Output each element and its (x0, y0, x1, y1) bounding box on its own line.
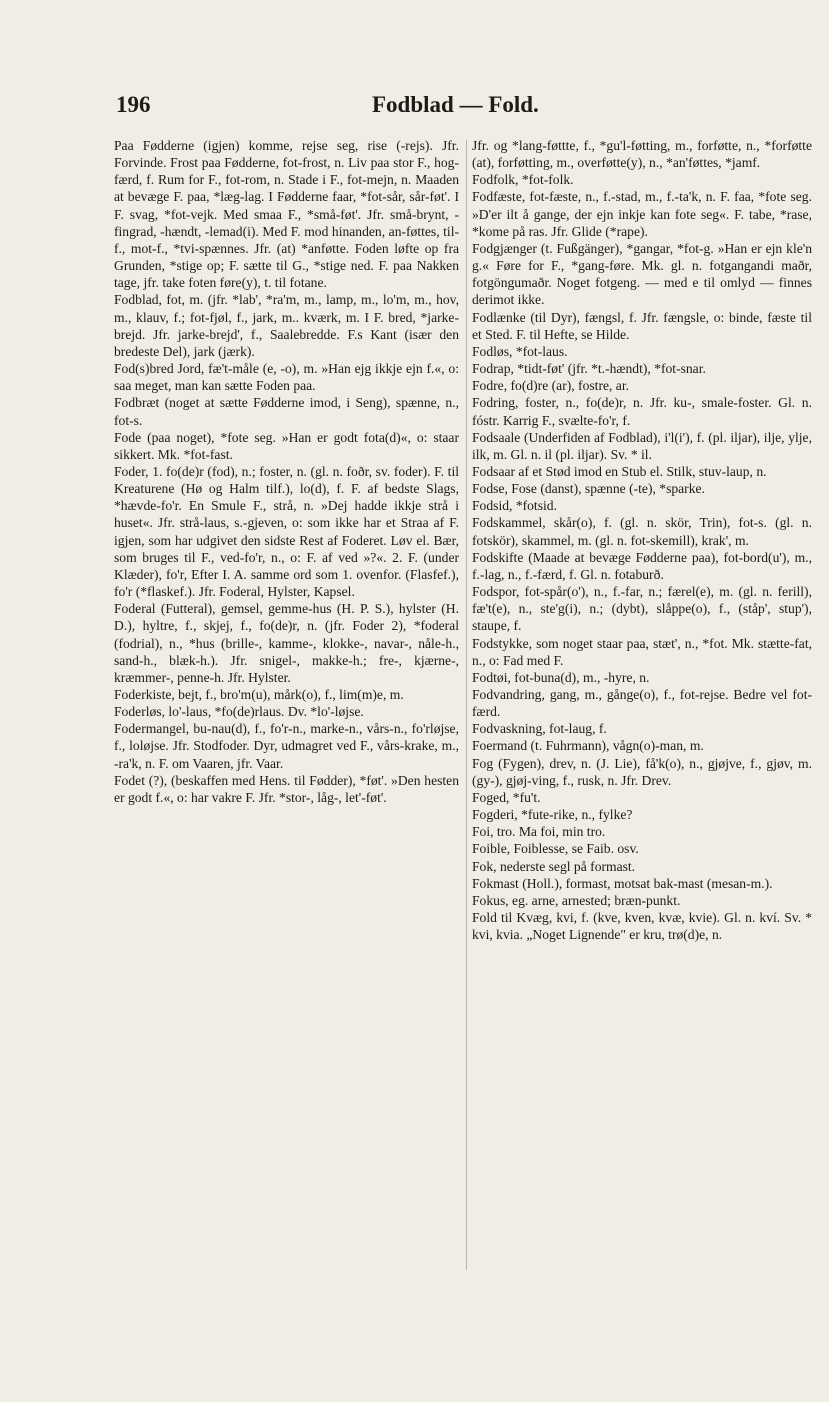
entry-foged: Foged, *fu't. (472, 789, 541, 805)
entry-fogderi: Fogderi, *fute-rike, n., fylke? (472, 807, 633, 823)
entry-paa-fodderne: Paa Fødderne (igjen) komme, rejse seg, rise (-rejs). Jfr. Forvinde. Frost paa Fødderne, fot-frost, n. Liv paa stor F., hog-færd, f. Rum for F., fot-rom, n. Stade i F., fot-mejn, n. Maaden at bevæge F. paa, *læg-lag. I Fødderne faar, *fot-sår, sår-føt'. I F. svag, *fot-vejk. Med smaa F., *små-føt'. Jfr. små-brynt, -fingrad, -hændt, -lemad(i). Med F. mod hinanden, an-føttes, til-f., mot-f., *tvi-spænnes. Jfr. (at) *anføtte. Foden løfte op fra Grunden, *stige op; F. sætte til G., *stige ned. F. paa Nakken tage, jfr. take foten føre(y), t. til fotane. (114, 138, 459, 291)
entry-fodfaeste: Fodfæste, fot-fæste, n., f.-stad, m., f.-ta'k, n. F. faa, *fote seg. »D'er ilt å gange, der ejn inkje kan fote seg«. F. tabe, *rase, *kome på ras. Jfr. Glide (*rape). (472, 189, 812, 239)
entry-fodermangel: Fodermangel, bu-nau(d), f., fo'r-n., marke-n., vårs-n., fo'rløjse, f., loløjse. Jfr. Stodfoder. Dyr, udmagret ved F., vårs-krake, m., -ra'k, n. F. om Vaaren, jfr. Vaar. (114, 721, 459, 771)
running-head: Fodblad — Fold. (372, 92, 539, 117)
entry-foder: Foder, 1. fo(de)r (fod), n.; foster, n. (gl. n. foðr, sv. foder). F. til Kreaturene (Hø og Halm tilf.), lo(d), f. F. af bedste Slags, *hævde-fo'r. En Smule F., strå, n. »Dej hadde ikkje strå i huset«. Jfr. strå-laus, s.-gjeven, o: som ikke har et Straa af F. igjen, som har udgivet den sidste Rest af Foderet. Løv el. Bær, som bruges til F., ved-fo'r, n., o: F. af ved »?«. 2. F. (under Klæder), fo'r, Efter I. A. samme ord som 1. ovenfor. (Flasfef.), fo'r (*flaskef.). Jfr. Foderal, Hylster, Kapsel. (114, 463, 459, 600)
entry-fodtoi: Fodtøi, fot-buna(d), m., -hyre, n. (472, 669, 650, 685)
entry-continuation: Jfr. og *lang-føttte, f., *gu'l-føtting, m., forføtte, n., *forføtte (at), forføtting, m., overføtte(y), n., *an'føttes, *jamf. (472, 138, 812, 171)
entry-fodrap: Fodrap, *tidt-føt' (jfr. *t.-hændt), *fot-snar. (472, 361, 706, 377)
entry-foderkiste: Foderkiste, bejt, f., bro'm(u), mårk(o), f., lim(m)e, m. (114, 687, 404, 702)
entry-fodlaenke: Fodlænke (til Dyr), fængsl, f. Jfr. fængsle, o: binde, fæste til et Sted. F. til Hefte, se Hilde. (472, 309, 812, 342)
entry-fodsaale: Fodsaale (Underfiden af Fodblad), i'l(i'), f. (pl. iljar), ilje, ylje, ilk, m. Gl. n. il (pl. iljar). Sv. * il. (472, 429, 812, 462)
entry-fodskifte: Fodskifte (Maade at bevæge Fødderne paa), fot-bord(u'), m., f.-lag, n., f.-færd, f. Gl. n. fotaburð. (472, 549, 812, 582)
column-divider (466, 140, 467, 1270)
entry-fode: Fode (paa noget), *fote seg. »Han er godt fota(d)«, o: staar sikkert. Mk. *fot-fast. (114, 429, 459, 462)
entry-fold: Fold til Kvæg, kvi, f. (kve, kven, kvæ, kvie). Gl. n. kví. Sv. * kvi, kvia. „Noget Lignende" er kru, trø(d)e, n. (472, 910, 812, 943)
entry-fodgjaenger: Fodgjænger (t. Fußgänger), *gangar, *fot-g. »Han er ejn kle'n g.« Føre for F., *gang-føre. Mk. gl. n. fotgangandi maðr, fotgöngumaðr. Noget fotgeng. — med e til omlyd — finnes derimot ikke. (472, 240, 812, 308)
entry-fodse: Fodse, Fose (danst), spænne (-te), *sparke. (472, 481, 705, 497)
entry-fokus: Fokus, eg. arne, arnested; bræn-punkt. (472, 892, 681, 908)
entry-fodre: Fodre, fo(d)re (ar), fostre, ar. (472, 378, 630, 394)
entry-foi: Foi, tro. Ma foi, min tro. (472, 824, 606, 840)
entry-fokmast: Fokmast (Holl.), formast, motsat bak-mast (mesan-m.). (472, 875, 773, 891)
entry-fodvaskning: Fodvaskning, fot-laug, f. (472, 721, 607, 737)
page-number: 196 (116, 92, 151, 117)
entry-fog: Fog (Fygen), drev, n. (J. Lie), få'k(o), n., gjøjve, f., gjøv, m. (gy-), gjøj-ving, f., rusk, n. Jfr. Drev. (472, 755, 812, 788)
left-column (114, 137, 459, 1282)
entry-fodstykke: Fodstykke, som noget staar paa, stæt', n., *fot. Mk. stætte-fat, n., o: Fad med F. (472, 635, 812, 668)
entry-fok: Fok, nederste segl på formast. (472, 858, 636, 874)
entry-fodsaar: Fodsaar af et Stød imod en Stub el. Stilk, stuv-laup, n. (472, 463, 767, 479)
entry-foermand: Foermand (t. Fuhrmann), vågn(o)-man, m. (472, 738, 704, 754)
entry-fodspor: Fodspor, fot-spår(o'), n., f.-far, n.; færel(e), m. (gl. n. ferill), fæ't(e), n., ste'g(i), n.; (dybt), slåppe(o), f., (ståp', stup'), staupe, f. (472, 584, 812, 634)
entry-fodet: Fodet (?), (beskaffen med Hens. til Fødder), *føt'. »Den hesten er godt f.«, o: har vakre F. Jfr. *stor-, låg-, let'-føt'. (114, 772, 459, 805)
right-column (472, 137, 812, 1282)
entry-fodbraet: Fodbræt (noget at sætte Fødderne imod, i Seng), spænne, n., fot-s. (114, 395, 459, 428)
entry-foible: Foible, Foiblesse, se Faib. osv. (472, 841, 639, 857)
entry-foderlos: Foderløs, lo'-laus, *fo(de)rlaus. Dv. *lo'-løjse. (114, 704, 364, 720)
entry-fodring: Fodring, foster, n., fo(de)r, n. Jfr. ku-, smale-foster. Gl. n. fóstr. Karrig F., svælte-fo'r, f. (472, 395, 812, 428)
entry-fodsid: Fodsid, *fotsid. (472, 498, 557, 514)
entry-fodvandring: Fodvandring, gang, m., gånge(o), f., fot-rejse. Bedre vel fot-færd. (472, 687, 812, 720)
entry-fodlos: Fodløs, *fot-laus. (472, 343, 568, 359)
entry-foderal: Foderal (Futteral), gemsel, gemme-hus (H. P. S.), hylster (H. D.), hyltre, f., skjej, f., fo(de)r, n. (jfr. Foder 2), *foderal (fodrial), n., *hus (brille-, kamme-, klokke-, navar-, nåle-h., sand-h., blæk-h.). Jfr. snigel-, makke-h.; fre-, kjærne-, kræmmer-, penne-h. Jfr. Hylster. (114, 601, 459, 685)
entry-fodskammel: Fodskammel, skår(o), f. (gl. n. skör, Trin), fot-s. (gl. n. fotskör), skammel, m. (gl. n. fot-skemill), krak', m. (472, 515, 812, 548)
entry-fodfolk: Fodfolk, *fot-folk. (472, 172, 574, 188)
entry-fodblad: Fodblad, fot, m. (jfr. *lab', *ra'm, m., lamp, m., lo'm, m., hov, m., klauv, f.; fot-fjøl, f., jark, m.. kværk, m. I F. bred, *jarke-brejd. Jfr. jarke-brejd', f., Saalebredde. F.s Kant (især den bredeste Del), jark (jærk). (114, 292, 459, 359)
entry-fodsbred: Fod(s)bred Jord, fæ't-måle (e, -o), m. »Han ejg ikkje ejn f.«, o: saa meget, man kan sætte Foden paa. (114, 361, 459, 394)
